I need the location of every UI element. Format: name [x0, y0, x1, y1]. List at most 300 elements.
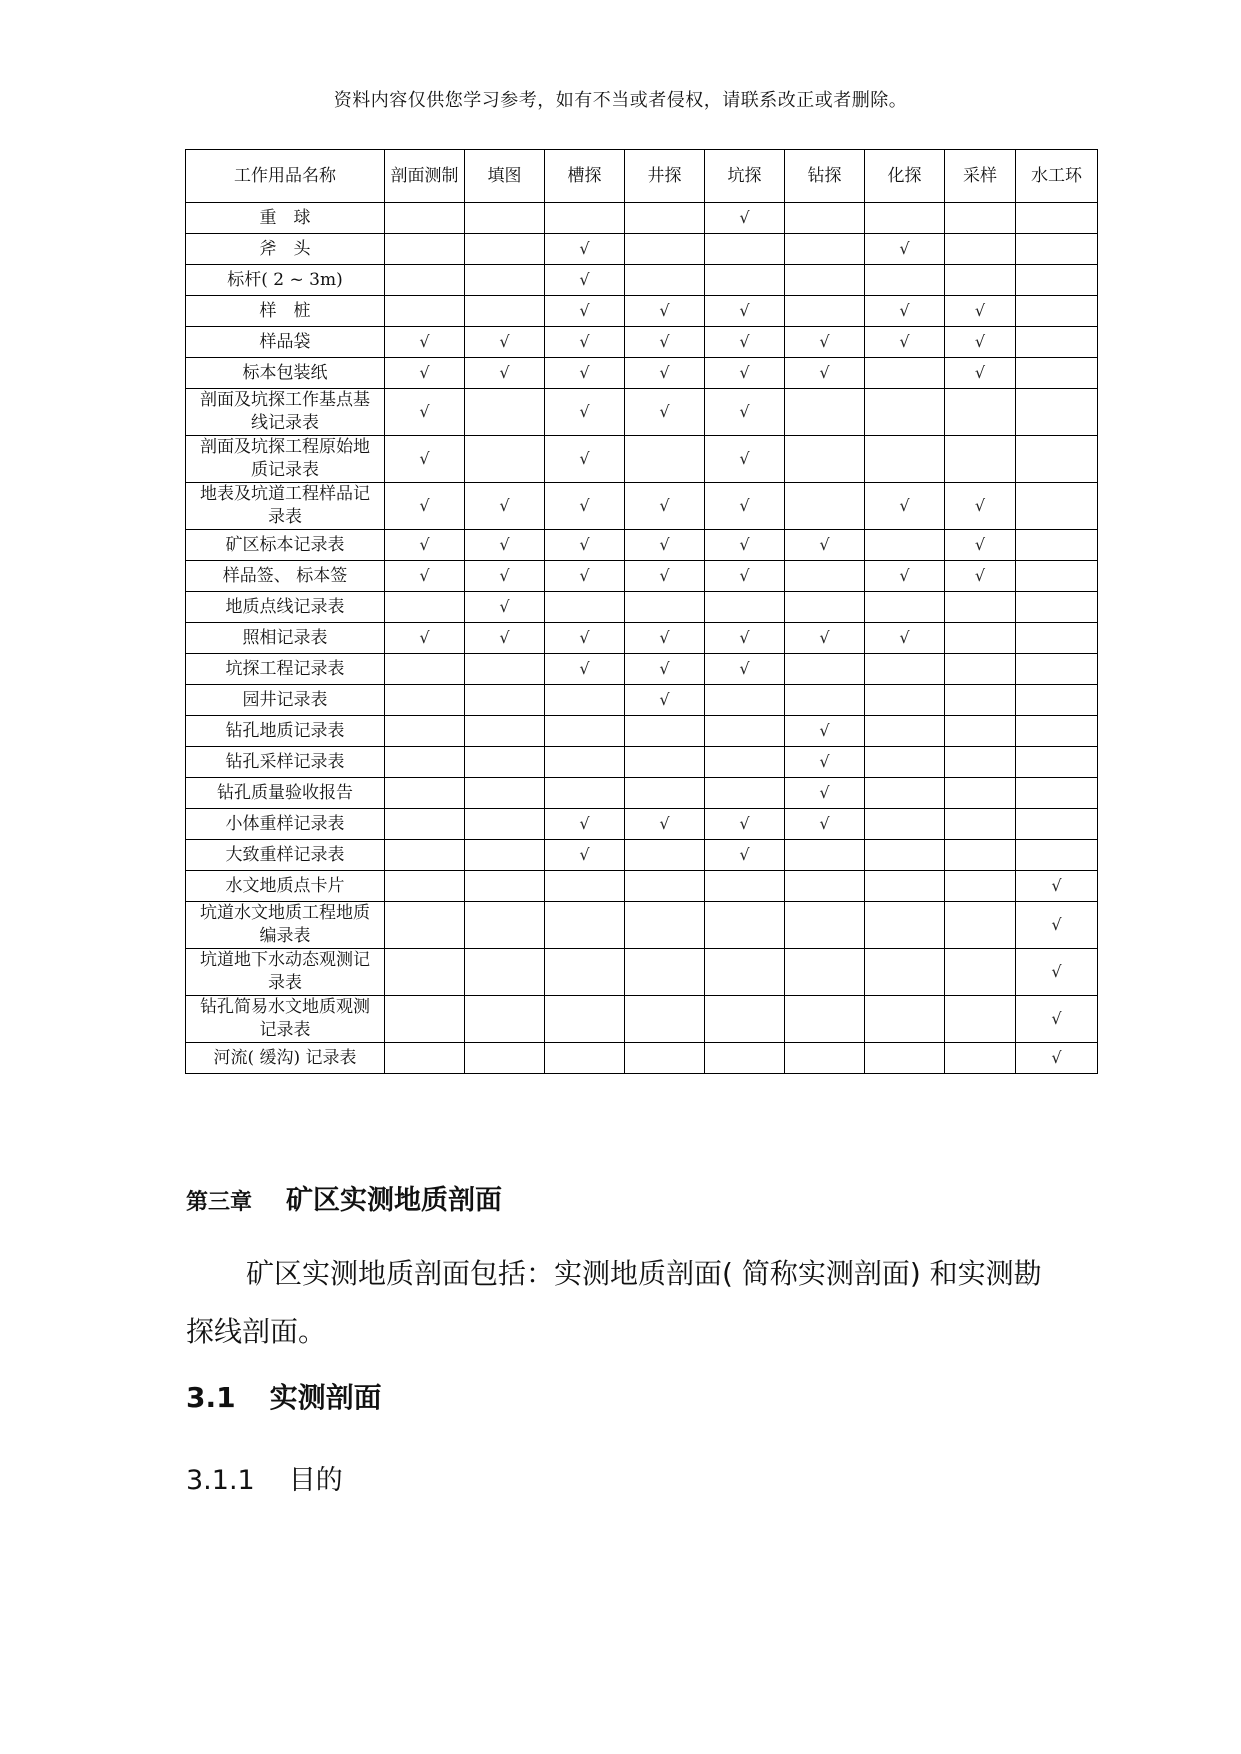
usage-cell: [945, 840, 1016, 871]
check-mark: √: [579, 239, 590, 258]
check-mark: √: [419, 628, 430, 647]
table-row: [186, 265, 1098, 296]
usage-cell: [865, 296, 945, 327]
usage-cell: [385, 530, 465, 561]
usage-cell: [705, 809, 785, 840]
check-mark: √: [1051, 915, 1062, 934]
usage-cell: [1016, 203, 1098, 234]
usage-cell: [785, 1043, 865, 1074]
item-name-cell: 小体重样记录表: [186, 809, 385, 840]
usage-cell: [865, 203, 945, 234]
usage-cell: [1016, 436, 1098, 483]
usage-cell: [545, 840, 625, 871]
usage-cell: [705, 1043, 785, 1074]
usage-cell: [785, 871, 865, 902]
column-header: 化探: [865, 150, 945, 203]
check-mark: √: [659, 402, 670, 421]
check-mark: √: [419, 363, 430, 382]
check-mark: √: [579, 270, 590, 289]
column-header: 井探: [625, 150, 705, 203]
usage-cell: [1016, 840, 1098, 871]
usage-cell: [1016, 654, 1098, 685]
table-row: [186, 654, 1098, 685]
usage-cell: [625, 483, 705, 530]
usage-cell: [465, 327, 545, 358]
usage-cell: [385, 949, 465, 996]
usage-cell: [465, 1043, 545, 1074]
usage-cell: [865, 747, 945, 778]
usage-cell: [625, 530, 705, 561]
usage-cell: [1016, 902, 1098, 949]
usage-cell: [385, 358, 465, 389]
usage-cell: [785, 685, 865, 716]
usage-cell: [945, 203, 1016, 234]
section-title: 实测剖面: [269, 1381, 382, 1414]
usage-cell: [385, 592, 465, 623]
check-mark: √: [739, 301, 750, 320]
usage-cell: [385, 296, 465, 327]
usage-cell: [1016, 327, 1098, 358]
usage-cell: [465, 530, 545, 561]
item-name-cell: 地质点线记录表: [186, 592, 385, 623]
usage-cell: [1016, 949, 1098, 996]
subsection-heading: [186, 1458, 343, 1497]
usage-cell: [945, 902, 1016, 949]
usage-cell: [545, 234, 625, 265]
usage-cell: [625, 623, 705, 654]
usage-cell: [865, 949, 945, 996]
usage-cell: [705, 623, 785, 654]
check-mark: √: [739, 566, 750, 585]
usage-cell: [385, 685, 465, 716]
check-mark: √: [579, 566, 590, 585]
usage-cell: [625, 840, 705, 871]
usage-cell: [465, 747, 545, 778]
usage-cell: [945, 483, 1016, 530]
usage-cell: [545, 654, 625, 685]
usage-cell: [465, 296, 545, 327]
usage-cell: [865, 234, 945, 265]
check-mark: √: [739, 814, 750, 833]
usage-cell: [865, 327, 945, 358]
usage-cell: [545, 949, 625, 996]
usage-cell: [865, 871, 945, 902]
usage-cell: [865, 592, 945, 623]
check-mark: √: [659, 628, 670, 647]
check-mark: √: [499, 363, 510, 382]
usage-cell: [545, 389, 625, 436]
check-mark: √: [659, 814, 670, 833]
usage-cell: [545, 530, 625, 561]
usage-cell: [385, 436, 465, 483]
usage-cell: [705, 871, 785, 902]
usage-cell: [785, 436, 865, 483]
usage-cell: [625, 234, 705, 265]
usage-cell: [625, 436, 705, 483]
check-mark: √: [579, 628, 590, 647]
usage-cell: [465, 778, 545, 809]
usage-cell: [785, 809, 865, 840]
usage-cell: [785, 654, 865, 685]
check-mark: √: [819, 721, 830, 740]
usage-cell: [945, 949, 1016, 996]
usage-cell: [705, 949, 785, 996]
usage-cell: [1016, 996, 1098, 1043]
check-mark: √: [739, 363, 750, 382]
item-name-cell: 样 桩: [186, 296, 385, 327]
check-mark: √: [419, 332, 430, 351]
check-mark: √: [974, 566, 986, 585]
usage-cell: [785, 592, 865, 623]
check-mark: √: [974, 301, 986, 320]
usage-cell: [465, 561, 545, 592]
usage-cell: [945, 623, 1016, 654]
usage-cell: [705, 265, 785, 296]
usage-cell: [785, 358, 865, 389]
usage-cell: [865, 996, 945, 1043]
check-mark: √: [659, 535, 670, 554]
item-name-cell: 样品签、 标本签: [186, 561, 385, 592]
check-mark: √: [739, 659, 750, 678]
usage-cell: [625, 996, 705, 1043]
usage-cell: [625, 203, 705, 234]
usage-cell: [945, 592, 1016, 623]
item-name-cell: 剖面及坑探工作基点基线记录表: [186, 389, 385, 436]
check-mark: √: [659, 659, 670, 678]
usage-cell: [705, 483, 785, 530]
usage-cell: [785, 203, 865, 234]
check-mark: √: [899, 628, 910, 647]
usage-cell: [1016, 265, 1098, 296]
usage-cell: [705, 203, 785, 234]
check-mark: √: [899, 301, 910, 320]
check-mark: √: [819, 783, 830, 802]
usage-cell: [785, 902, 865, 949]
table-row: [186, 778, 1098, 809]
chapter-number: 第三章: [186, 1189, 253, 1215]
usage-cell: [785, 949, 865, 996]
table-row: [186, 949, 1098, 996]
chapter-title: 矿区实测地质剖面: [286, 1185, 503, 1216]
usage-cell: [785, 530, 865, 561]
usage-cell: [625, 265, 705, 296]
usage-cell: [625, 685, 705, 716]
check-mark: √: [819, 752, 830, 771]
item-name-cell: 河流( 缓沟) 记录表: [186, 1043, 385, 1074]
usage-cell: [705, 902, 785, 949]
table-row: [186, 483, 1098, 530]
check-mark: √: [899, 239, 910, 258]
usage-cell: [865, 809, 945, 840]
item-name-cell: 坑道地下水动态观测记录表: [186, 949, 385, 996]
check-mark: √: [419, 535, 430, 554]
section-heading: [186, 1376, 382, 1416]
check-mark: √: [579, 449, 590, 468]
check-mark: √: [499, 566, 510, 585]
usage-cell: [945, 747, 1016, 778]
table-row: [186, 530, 1098, 561]
usage-cell: [385, 203, 465, 234]
item-name-cell: 园井记录表: [186, 685, 385, 716]
usage-cell: [545, 436, 625, 483]
usage-cell: [625, 716, 705, 747]
work-items-table: [185, 149, 1098, 1074]
usage-cell: [1016, 530, 1098, 561]
usage-cell: [545, 716, 625, 747]
usage-cell: [465, 809, 545, 840]
usage-cell: [705, 716, 785, 747]
column-header: 采样: [945, 150, 1016, 203]
check-mark: √: [579, 402, 590, 421]
table-header-row: [186, 150, 1098, 203]
usage-cell: [385, 1043, 465, 1074]
table-row: [186, 747, 1098, 778]
usage-cell: [705, 358, 785, 389]
usage-cell: [1016, 716, 1098, 747]
usage-cell: [865, 623, 945, 654]
usage-cell: [785, 778, 865, 809]
usage-cell: [465, 949, 545, 996]
column-header: 钻探: [785, 150, 865, 203]
item-name-cell: 地表及坑道工程样品记录表: [186, 483, 385, 530]
table-row: [186, 592, 1098, 623]
usage-cell: [465, 592, 545, 623]
usage-cell: [945, 389, 1016, 436]
usage-cell: [945, 996, 1016, 1043]
item-name-cell: 矿区标本记录表: [186, 530, 385, 561]
usage-cell: [545, 203, 625, 234]
table-row: [186, 716, 1098, 747]
usage-cell: [385, 840, 465, 871]
usage-cell: [625, 778, 705, 809]
check-mark: √: [1051, 962, 1062, 981]
usage-cell: [625, 902, 705, 949]
check-mark: √: [419, 566, 430, 585]
usage-cell: [465, 996, 545, 1043]
usage-cell: [465, 871, 545, 902]
check-mark: √: [819, 814, 830, 833]
check-mark: √: [974, 332, 986, 351]
column-header: 水工环: [1016, 150, 1098, 203]
check-mark: √: [739, 208, 750, 227]
usage-cell: [945, 530, 1016, 561]
usage-cell: [945, 234, 1016, 265]
check-mark: √: [739, 496, 750, 515]
check-mark: √: [819, 332, 830, 351]
usage-cell: [465, 623, 545, 654]
usage-cell: [545, 685, 625, 716]
usage-cell: [865, 716, 945, 747]
check-mark: √: [1051, 876, 1062, 895]
check-mark: √: [739, 449, 750, 468]
check-mark: √: [419, 449, 430, 468]
usage-cell: [945, 809, 1016, 840]
usage-cell: [945, 1043, 1016, 1074]
usage-cell: [385, 871, 465, 902]
usage-cell: [465, 840, 545, 871]
item-name-cell: 坑探工程记录表: [186, 654, 385, 685]
check-mark: √: [1051, 1009, 1062, 1028]
check-mark: √: [659, 363, 670, 382]
subsection-number: 3.1.1: [186, 1465, 255, 1496]
usage-cell: [465, 716, 545, 747]
check-mark: √: [819, 628, 830, 647]
item-name-cell: 标杆( 2 ~ 3m): [186, 265, 385, 296]
check-mark: √: [419, 402, 430, 421]
check-mark: √: [974, 363, 986, 382]
usage-cell: [945, 265, 1016, 296]
item-name-cell: 照相记录表: [186, 623, 385, 654]
usage-cell: [705, 747, 785, 778]
check-mark: √: [739, 628, 750, 647]
usage-cell: [865, 902, 945, 949]
usage-cell: [545, 592, 625, 623]
table-row: [186, 203, 1098, 234]
check-mark: √: [499, 597, 510, 616]
check-mark: √: [579, 496, 590, 515]
item-name-cell: 样品袋: [186, 327, 385, 358]
check-mark: √: [659, 690, 670, 709]
check-mark: √: [579, 332, 590, 351]
usage-cell: [785, 840, 865, 871]
usage-cell: [865, 1043, 945, 1074]
usage-cell: [625, 389, 705, 436]
usage-cell: [625, 654, 705, 685]
usage-cell: [1016, 778, 1098, 809]
usage-cell: [545, 296, 625, 327]
usage-cell: [705, 840, 785, 871]
table-row: [186, 234, 1098, 265]
usage-cell: [705, 685, 785, 716]
table-row: [186, 436, 1098, 483]
usage-cell: [785, 327, 865, 358]
item-name-cell: 重 球: [186, 203, 385, 234]
usage-cell: [785, 234, 865, 265]
table-body: [186, 203, 1098, 1074]
usage-cell: [785, 623, 865, 654]
usage-cell: [625, 327, 705, 358]
check-mark: √: [739, 535, 750, 554]
usage-cell: [1016, 389, 1098, 436]
check-mark: √: [659, 566, 670, 585]
item-name-cell: 斧 头: [186, 234, 385, 265]
usage-cell: [385, 561, 465, 592]
usage-cell: [865, 840, 945, 871]
table-row: [186, 561, 1098, 592]
usage-cell: [545, 327, 625, 358]
item-name-cell: 标本包装纸: [186, 358, 385, 389]
item-name-cell: 水文地质点卡片: [186, 871, 385, 902]
usage-cell: [465, 654, 545, 685]
usage-cell: [865, 389, 945, 436]
usage-cell: [385, 234, 465, 265]
usage-cell: [945, 358, 1016, 389]
usage-cell: [705, 592, 785, 623]
usage-cell: [385, 654, 465, 685]
check-mark: √: [579, 845, 590, 864]
table-row: [186, 327, 1098, 358]
check-mark: √: [974, 535, 986, 554]
usage-cell: [1016, 747, 1098, 778]
usage-cell: [1016, 358, 1098, 389]
usage-cell: [705, 778, 785, 809]
usage-cell: [705, 234, 785, 265]
usage-cell: [385, 747, 465, 778]
check-mark: √: [974, 496, 986, 515]
column-header: 填图: [465, 150, 545, 203]
check-mark: √: [739, 845, 750, 864]
usage-cell: [945, 778, 1016, 809]
check-mark: √: [899, 332, 910, 351]
check-mark: √: [739, 332, 750, 351]
usage-cell: [545, 871, 625, 902]
column-header: 工作用品名称: [186, 150, 385, 203]
table-row: [186, 902, 1098, 949]
usage-cell: [705, 296, 785, 327]
usage-cell: [865, 483, 945, 530]
usage-cell: [705, 389, 785, 436]
check-mark: √: [899, 566, 910, 585]
usage-cell: [705, 561, 785, 592]
usage-cell: [545, 996, 625, 1043]
usage-cell: [465, 902, 545, 949]
check-mark: √: [579, 535, 590, 554]
item-name-cell: 坑道水文地质工程地质编录表: [186, 902, 385, 949]
usage-cell: [945, 716, 1016, 747]
usage-cell: [785, 996, 865, 1043]
usage-cell: [785, 716, 865, 747]
usage-cell: [1016, 592, 1098, 623]
usage-cell: [385, 623, 465, 654]
usage-cell: [865, 358, 945, 389]
check-mark: √: [579, 363, 590, 382]
table-row: [186, 1043, 1098, 1074]
column-header: 坑探: [705, 150, 785, 203]
table-row: [186, 871, 1098, 902]
usage-cell: [385, 483, 465, 530]
usage-cell: [465, 265, 545, 296]
usage-cell: [545, 902, 625, 949]
usage-cell: [385, 778, 465, 809]
usage-cell: [385, 327, 465, 358]
usage-cell: [865, 436, 945, 483]
table-row: [186, 685, 1098, 716]
usage-cell: [785, 389, 865, 436]
chapter-heading: [186, 1178, 502, 1217]
usage-cell: [545, 358, 625, 389]
table-row: [186, 840, 1098, 871]
usage-cell: [625, 592, 705, 623]
usage-cell: [785, 747, 865, 778]
usage-cell: [945, 296, 1016, 327]
usage-cell: [465, 483, 545, 530]
check-mark: √: [499, 628, 510, 647]
usage-cell: [1016, 234, 1098, 265]
check-mark: √: [659, 496, 670, 515]
check-mark: √: [499, 496, 510, 515]
usage-cell: [1016, 685, 1098, 716]
table-row: [186, 809, 1098, 840]
subsection-title: 目的: [288, 1465, 343, 1496]
item-name-cell: 大致重样记录表: [186, 840, 385, 871]
check-mark: √: [899, 496, 910, 515]
check-mark: √: [579, 301, 590, 320]
usage-cell: [465, 436, 545, 483]
usage-cell: [545, 747, 625, 778]
usage-cell: [785, 296, 865, 327]
check-mark: √: [579, 659, 590, 678]
usage-cell: [945, 871, 1016, 902]
